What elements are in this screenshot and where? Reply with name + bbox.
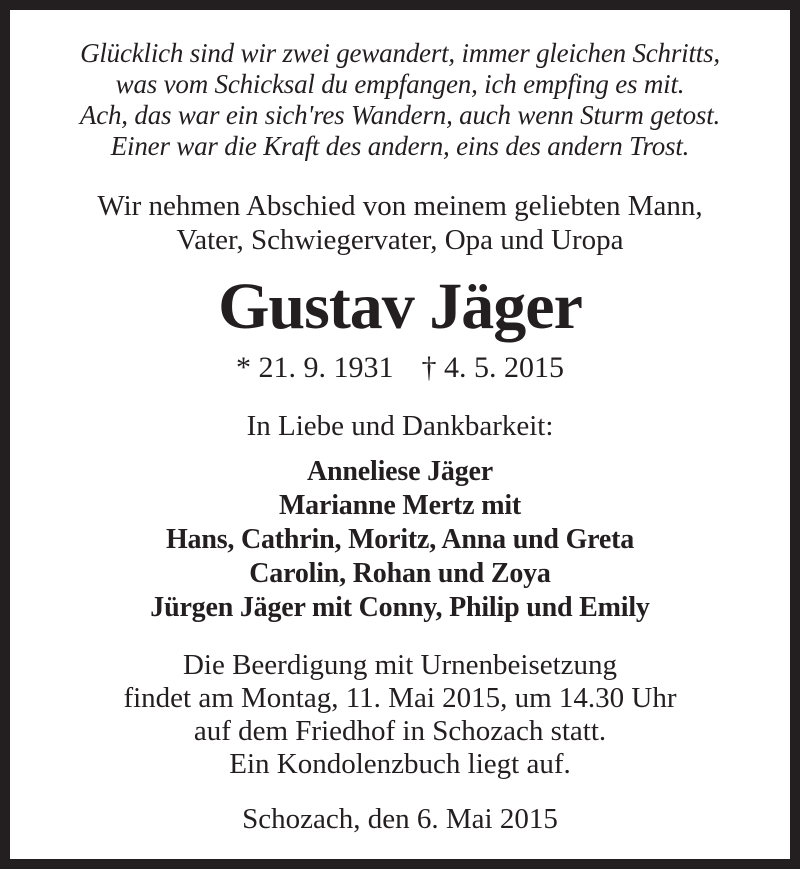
mourner-line: Hans, Cathrin, Moritz, Anna und Greta bbox=[165, 524, 635, 555]
farewell-line: Wir nehmen Abschied von meinem geliebten Mann, bbox=[97, 190, 703, 222]
mourner-line: Marianne Mertz mit bbox=[278, 490, 522, 521]
mourner-line: Jürgen Jäger mit Conny, Philip und Emily bbox=[150, 592, 650, 623]
mourners-list bbox=[10, 455, 790, 625]
funeral-line: findet am Montag, 11. Mai 2015, um 14.30 Uhr bbox=[123, 682, 677, 714]
poem-line: was vom Schicksal du empfangen, ich empfing es mit. bbox=[115, 69, 685, 99]
poem-line: Ach, das war ein sich'res Wandern, auch wenn Sturm getost. bbox=[79, 100, 721, 130]
life-dates bbox=[10, 351, 790, 385]
farewell-text bbox=[10, 189, 790, 257]
funeral-line: Die Beerdigung mit Urnenbeisetzung bbox=[182, 649, 618, 681]
deceased-name: Gustav Jäger bbox=[218, 270, 582, 343]
mourner-line: Anneliese Jäger bbox=[307, 456, 493, 487]
funeral-line: Ein Kondolenzbuch liegt auf. bbox=[229, 748, 571, 780]
dedication-line: In Liebe und Dankbarkeit: bbox=[246, 410, 554, 442]
farewell-line: Vater, Schwiegervater, Opa und Uropa bbox=[176, 224, 624, 256]
place-date-line: Schozach, den 6. Mai 2015 bbox=[242, 803, 558, 835]
mourner-line: Carolin, Rohan und Zoya bbox=[249, 558, 551, 589]
death-date: † 4. 5. 2015 bbox=[421, 351, 564, 384]
poem-line: Glücklich sind wir zwei gewandert, immer gleichen Schritts, bbox=[80, 38, 720, 68]
poem-line: Einer war die Kraft des andern, eins des andern Trost. bbox=[110, 131, 690, 161]
birth-date: * 21. 9. 1931 bbox=[236, 351, 394, 384]
memorial-poem bbox=[10, 10, 790, 162]
funeral-line: auf dem Friedhof in Schozach statt. bbox=[193, 715, 607, 747]
funeral-details bbox=[10, 649, 790, 781]
